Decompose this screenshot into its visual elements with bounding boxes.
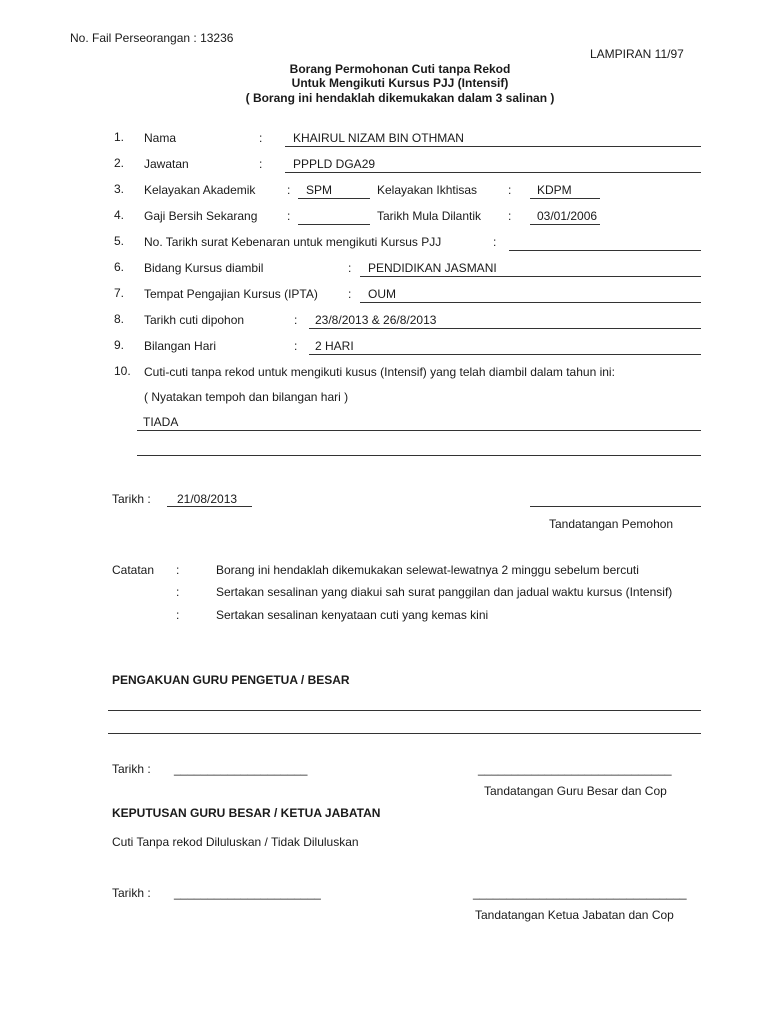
underline (360, 276, 701, 277)
jawatan-value: PPPLD DGA29 (293, 157, 376, 171)
tarikh-mula-value: 03/01/2006 (537, 209, 598, 223)
ikhtisas-label: Kelayakan Ikhtisas (377, 183, 478, 197)
akademik-value: SPM (306, 183, 333, 197)
underline (530, 224, 600, 225)
note-line: Borang ini hendaklah dikemukakan selewat-lewatnya 2 minggu sebelum bercuti (216, 563, 639, 577)
colon: : (176, 563, 180, 577)
gaji-label: Gaji Bersih Sekarang (144, 209, 258, 223)
colon: : (294, 339, 298, 353)
item-number: 7. (114, 286, 125, 300)
item-number: 6. (114, 260, 125, 274)
bidang-value: PENDIDIKAN JASMANI (368, 261, 497, 275)
nama-label: Nama (144, 131, 177, 145)
decision-text: Cuti Tanpa rekod Diluluskan / Tidak Diluluskan (112, 835, 359, 849)
item-number: 5. (114, 234, 125, 248)
underline (167, 506, 252, 507)
form-subtitle: Untuk Mengikuti Kursus PJJ (Intensif) (291, 76, 509, 90)
applicant-date-value: 21/08/2013 (177, 492, 238, 506)
form-title: Borang Permohonan Cuti tanpa Rekod (289, 62, 511, 76)
decision-signature-label: Tandatangan Ketua Jabatan dan Cop (475, 908, 674, 922)
underline (530, 198, 600, 199)
item-number: 4. (114, 208, 125, 222)
colon: : (287, 209, 291, 223)
colon: : (493, 235, 497, 249)
decision-date-label: Tarikh : (112, 886, 151, 900)
applicant-signature-label: Tandatangan Pemohon (549, 517, 674, 531)
jawatan-label: Jawatan (144, 157, 189, 171)
underline (309, 354, 701, 355)
principal-heading: PENGAKUAN GURU PENGETUA / BESAR (112, 673, 350, 687)
item-number: 9. (114, 338, 125, 352)
applicant-date-label: Tarikh : (112, 492, 151, 506)
ikhtisas-value: KDPM (537, 183, 572, 197)
bilangan-label: Bilangan Hari (144, 339, 217, 353)
akademik-label: Kelayakan Akademik (144, 183, 256, 197)
cuti-dipohon-value: 23/8/2013 & 26/8/2013 (315, 313, 437, 327)
cuti-lalu-label: Cuti-cuti tanpa rekod untuk mengikuti kusus (Intensif) yang telah diambil dalam tahun ini: (144, 365, 615, 379)
underline (298, 198, 370, 199)
tempat-value: OUM (368, 287, 396, 301)
principal-date-label: Tarikh : (112, 762, 151, 776)
notes-label: Catatan (112, 563, 155, 577)
colon: : (176, 608, 180, 622)
signature-line (530, 506, 701, 507)
attachment-reference: LAMPIRAN 11/97 (590, 47, 684, 61)
divider (108, 733, 701, 734)
decision-signature-blank: ________________________________ (473, 886, 687, 900)
surat-label: No. Tarikh surat Kebenaran untuk mengikuti Kursus PJJ (144, 235, 442, 249)
form-instruction: ( Borang ini hendaklah dikemukakan dalam 3 salinan ) (245, 91, 555, 105)
underline (137, 455, 701, 456)
bilangan-value: 2 HARI (315, 339, 354, 353)
note-line: Sertakan sesalinan kenyataan cuti yang kemas kini (216, 608, 489, 622)
note-line: Sertakan sesalinan yang diakui sah surat panggilan dan jadual waktu kursus (Intensif) (216, 585, 673, 599)
cuti-dipohon-label: Tarikh cuti dipohon (144, 313, 245, 327)
bidang-label: Bidang Kursus diambil (144, 261, 264, 275)
decision-heading: KEPUTUSAN GURU BESAR / KETUA JABATAN (112, 806, 381, 820)
underline (137, 430, 701, 431)
principal-signature-blank: _____________________________ (478, 762, 672, 776)
item-number: 3. (114, 182, 125, 196)
item-number: 2. (114, 156, 125, 170)
colon: : (348, 287, 352, 301)
underline (285, 146, 701, 147)
colon: : (259, 157, 263, 171)
underline (309, 328, 701, 329)
cuti-lalu-value: TIADA (143, 415, 179, 429)
colon: : (348, 261, 352, 275)
colon: : (294, 313, 298, 327)
principal-signature-label: Tandatangan Guru Besar dan Cop (484, 784, 667, 798)
colon: : (508, 183, 512, 197)
tarikh-mula-label: Tarikh Mula Dilantik (377, 209, 482, 223)
underline (298, 224, 370, 225)
colon: : (259, 131, 263, 145)
colon: : (508, 209, 512, 223)
nama-value: KHAIRUL NIZAM BIN OTHMAN (293, 131, 464, 145)
underline (509, 250, 701, 251)
cuti-lalu-note: ( Nyatakan tempoh dan bilangan hari ) (144, 390, 349, 404)
item-number: 10. (114, 364, 131, 378)
underline (285, 172, 701, 173)
tempat-label: Tempat Pengajian Kursus (IPTA) (144, 287, 318, 301)
item-number: 1. (114, 130, 125, 144)
divider (108, 710, 701, 711)
colon: : (287, 183, 291, 197)
colon: : (176, 585, 180, 599)
principal-date-blank: ____________________ (174, 762, 308, 776)
file-number: No. Fail Perseorangan : 13236 (70, 31, 234, 45)
item-number: 8. (114, 312, 125, 326)
underline (360, 302, 701, 303)
decision-date-blank: ______________________ (174, 886, 321, 900)
